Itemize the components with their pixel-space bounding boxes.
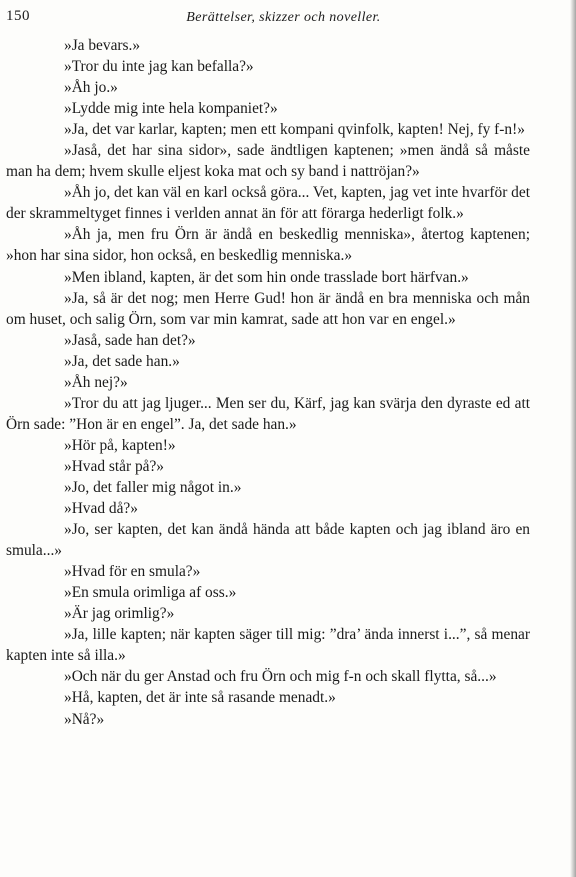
paragraph: »Ja, det var karlar, kapten; men ett kompani qvinfolk, kapten! Nej, fy f-n!» [64, 121, 525, 139]
paragraph: »Hå, kapten, det är inte så rasande menadt.» [64, 689, 336, 707]
paragraph: »Ja, så är det nog; men Herre Gud! hon är ändå en bra menniska och mån om huset, och salig Örn, som var min kamrat, sade att hon var en engel.» [6, 289, 530, 328]
body-text [6, 35, 530, 730]
paragraph: »Åh jo.» [64, 79, 118, 97]
paragraph: »Hör på, kapten!» [64, 436, 176, 454]
page-number: 150 [6, 8, 30, 24]
paragraph: »Hvad då?» [64, 500, 138, 518]
paragraph: »Ja, det sade han.» [64, 352, 180, 370]
paragraph: »Jo, det faller mig något in.» [64, 478, 242, 496]
paragraph: »Ja, lille kapten; när kapten säger till mig: ”dra’ ända innerst i...”, så menar kapten inte så illa.» [6, 626, 530, 665]
paragraph: »Är jag orimlig?» [64, 605, 175, 623]
paragraph: »Ja bevars.» [64, 37, 141, 54]
paragraph: »Jo, ser kapten, det kan ändå hända att både kapten och jag ibland äro en smula...» [6, 521, 530, 560]
paragraph: »Tror du inte jag kan befalla?» [64, 58, 254, 76]
paragraph: »En smula orimliga af oss.» [64, 584, 237, 602]
paragraph: »Lydde mig inte hela kompaniet?» [64, 100, 278, 118]
paragraph: »Åh jo, det kan väl en karl också göra... Vet, kapten, jag vet inte hvarför det der skrammeltyget finnes i verlden annat än för att förarga hederligt folk.» [6, 184, 530, 223]
paragraph: »Åh nej?» [64, 373, 128, 391]
paragraph: »Tror du att jag ljuger... Men ser du, Kärf, jag kan svärja den dyraste ed att Örn sade: ”Hon är en engel”. Ja, det sade han.» [6, 394, 530, 433]
paragraph: »Jaså, det har sina sidor», sade ändtligen kaptenen; »men ändå så måste man ha dem; hvem skulle eljest koka mat och sy band i nattröjan?» [6, 142, 530, 181]
paragraph: »Nå?» [64, 710, 105, 728]
paragraph: »Jaså, sade han det?» [64, 331, 196, 349]
paragraph: »Åh ja, men fru Örn är ändå en beskedlig menniska», återtog kaptenen; »hon har sina sidor, hon också, en beskedlig menniska.» [6, 226, 530, 265]
running-header [6, 8, 561, 30]
page-edge-shadow [570, 0, 576, 877]
running-title: Berättelser, skizzer och noveller. [186, 10, 381, 25]
paragraph: »Hvad för en smula?» [64, 563, 201, 581]
paragraph: »Men ibland, kapten, är det som hin onde trasslade bort härfvan.» [64, 268, 469, 286]
paragraph: »Och när du ger Anstad och fru Örn och mig f-n och skall flytta, så...» [64, 668, 497, 686]
paragraph: »Hvad står på?» [64, 457, 165, 475]
